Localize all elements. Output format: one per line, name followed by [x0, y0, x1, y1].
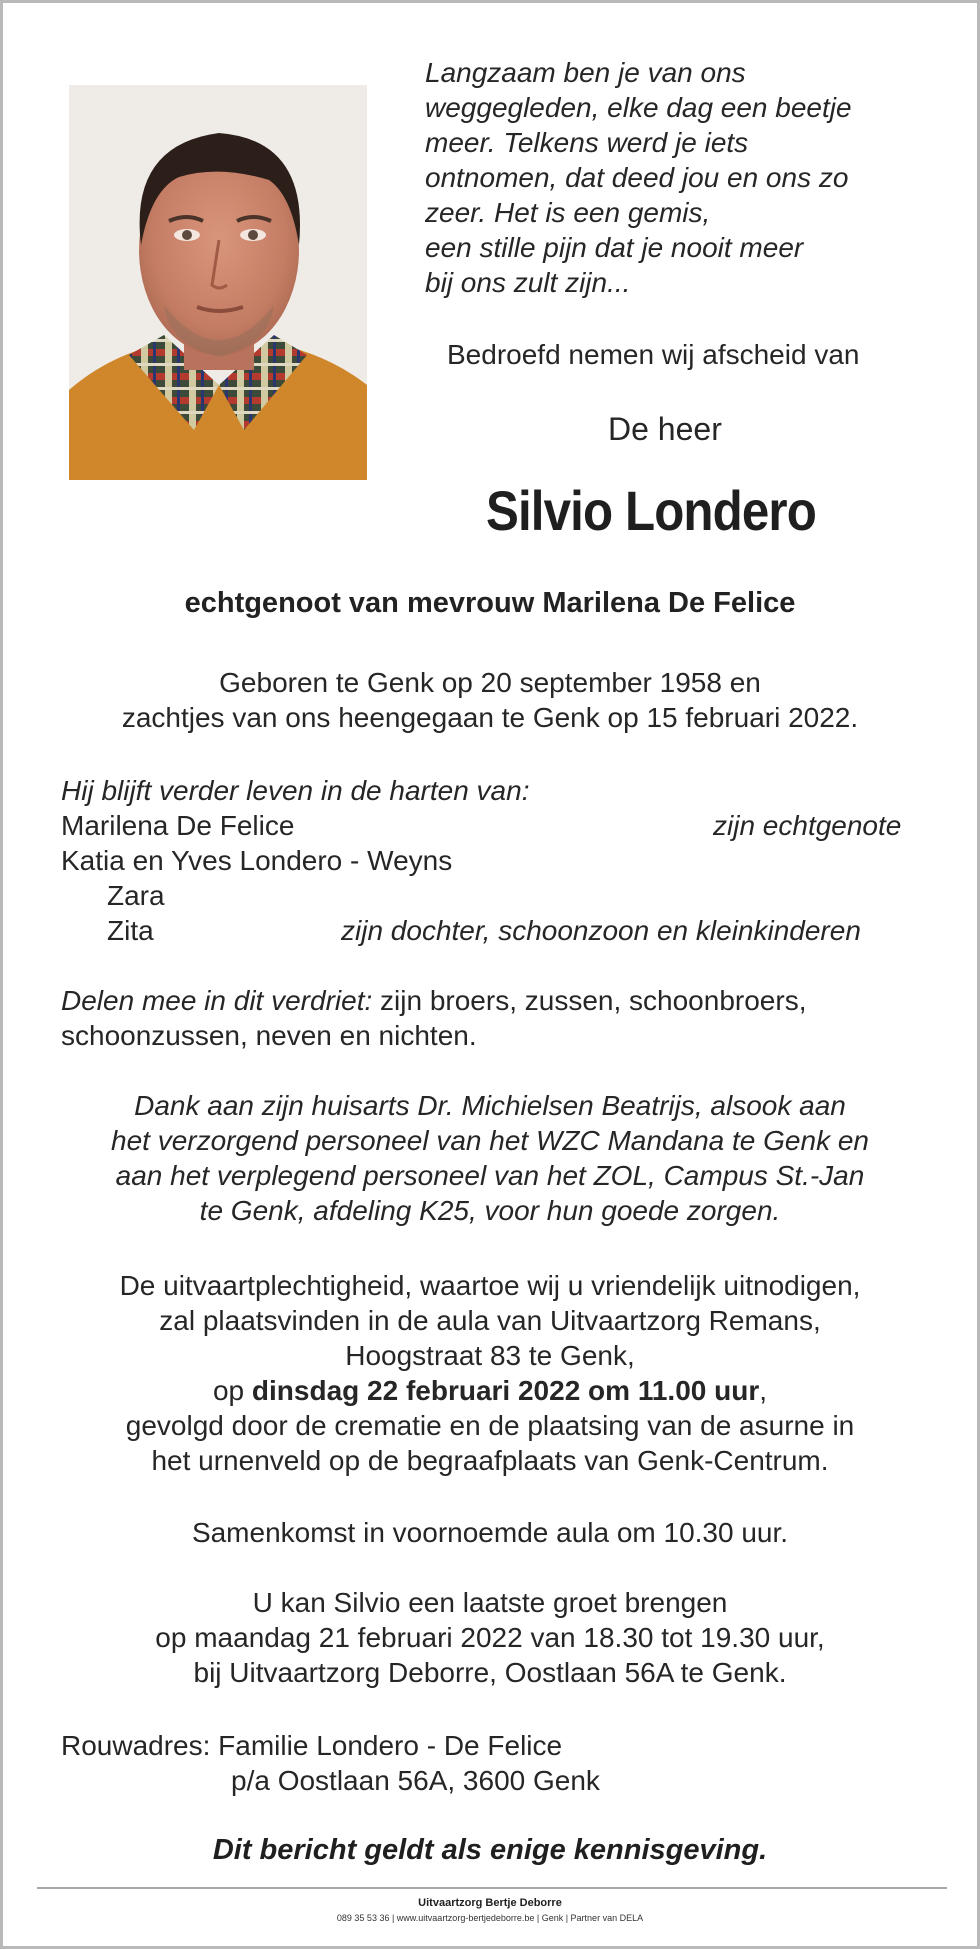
- notice-text: Dit bericht geldt als enige kennisgeving.: [212, 1834, 768, 1866]
- ceremony-date-suffix: ,: [759, 1375, 768, 1406]
- sharing-text: zijn broers, zussen, schoonbroers,: [372, 985, 807, 1016]
- visit-line: op maandag 21 februari 2022 van 18.30 tot 19.30 uur,: [155, 1622, 825, 1653]
- spouse-line: echtgenoot van mevrouw Marilena De Felice: [184, 587, 796, 619]
- survivor-row: [61, 808, 921, 843]
- memorial-poem: [425, 55, 945, 300]
- ceremony-date-line: [3, 1373, 977, 1408]
- death-line: zachtjes van ons heengegaan te Genk op 15 februari 2022.: [121, 702, 859, 733]
- ceremony-line: het urnenveld op de begraafplaats van Genk-Centrum.: [151, 1445, 829, 1476]
- birth-line: Geboren te Genk op 20 september 1958 en: [219, 667, 761, 698]
- survivor-name: Zita: [107, 915, 154, 946]
- thanks-line: te Genk, afdeling K25, voor hun goede zorgen.: [199, 1195, 781, 1226]
- poem-line: bij ons zult zijn...: [425, 267, 631, 298]
- visit-line: bij Uitvaartzorg Deborre, Oostlaan 56A te Genk.: [193, 1657, 787, 1688]
- footer-title: Uitvaartzorg Bertje Deborre: [418, 1897, 562, 1909]
- survivors-intro: Hij blijft verder leven in de harten van:: [61, 775, 530, 806]
- ceremony-section: [3, 1268, 977, 1478]
- farewell-text: Bedroefd nemen wij afscheid van: [447, 339, 860, 370]
- survivor-row: [61, 913, 921, 948]
- visit-line: U kan Silvio een laatste groet brengen: [252, 1587, 728, 1618]
- address-line: p/a Oostlaan 56A, 3600 Genk: [231, 1765, 600, 1796]
- thanks-line: Dank aan zijn huisarts Dr. Michielsen Beatrijs, alsook aan: [134, 1090, 846, 1121]
- survivor-row: [61, 878, 921, 913]
- honorific: De heer: [608, 411, 722, 447]
- survivor-relation: zijn dochter, schoonzoon en kleinkinderen: [341, 915, 861, 946]
- survivor-name: Katia en Yves Londero - Weyns: [61, 845, 453, 876]
- sharing-line: schoonzussen, neven en nichten.: [61, 1020, 477, 1051]
- ceremony-line: Hoogstraat 83 te Genk,: [345, 1340, 635, 1371]
- gathering-text: Samenkomst in voornoemde aula om 10.30 uur.: [191, 1517, 789, 1548]
- portrait-photo: [69, 85, 367, 480]
- poem-line: zeer. Het is een gemis,: [425, 197, 711, 228]
- visit-section: [3, 1585, 977, 1690]
- poem-line: ontnomen, dat deed jou en ons zo: [425, 162, 849, 193]
- portrait-illustration: [69, 85, 367, 480]
- poem-line: een stille pijn dat je nooit meer: [425, 232, 804, 263]
- birth-death-info: [3, 665, 977, 735]
- survivor-name: Zara: [107, 880, 165, 911]
- ceremony-date-prefix: op: [212, 1375, 252, 1406]
- address-section: [61, 1728, 941, 1798]
- survivor-row: [61, 843, 921, 878]
- sharing-line: [61, 983, 941, 1018]
- poem-line: meer. Telkens werd je iets: [425, 127, 749, 158]
- ceremony-date: dinsdag 22 februari 2022 om 11.00 uur: [251, 1375, 760, 1406]
- footer-divider: [37, 1887, 947, 1889]
- survivors-section: [61, 773, 921, 948]
- thanks-section: [3, 1088, 977, 1228]
- poem-line: Langzaam ben je van ons: [425, 57, 746, 88]
- ceremony-line: zal plaatsvinden in de aula van Uitvaartzorg Remans,: [159, 1305, 821, 1336]
- survivor-relation: zijn echtgenote: [713, 810, 902, 841]
- poem-line: weggegleden, elke dag een beetje: [425, 92, 852, 123]
- address-line: Rouwadres: Familie Londero - De Felice: [61, 1730, 563, 1761]
- sharing-label: Delen mee in dit verdriet:: [61, 985, 373, 1016]
- thanks-line: aan het verplegend personeel van het ZOL, Campus St.-Jan: [115, 1160, 865, 1191]
- survivor-name: Marilena De Felice: [61, 810, 295, 841]
- sharing-section: [61, 983, 941, 1053]
- deceased-name: Silvio Londero: [486, 479, 816, 542]
- ceremony-line: gevolgd door de crematie en de plaatsing van de asurne in: [125, 1410, 855, 1441]
- ceremony-line: De uitvaartplechtigheid, waartoe wij u vriendelijk uitnodigen,: [119, 1270, 861, 1301]
- footer-contact: 089 35 53 36 | www.uitvaartzorg-bertjedeborre.be | Genk | Partner van DELA: [336, 1913, 644, 1923]
- thanks-line: het verzorgend personeel van het WZC Mandana te Genk en: [111, 1125, 869, 1156]
